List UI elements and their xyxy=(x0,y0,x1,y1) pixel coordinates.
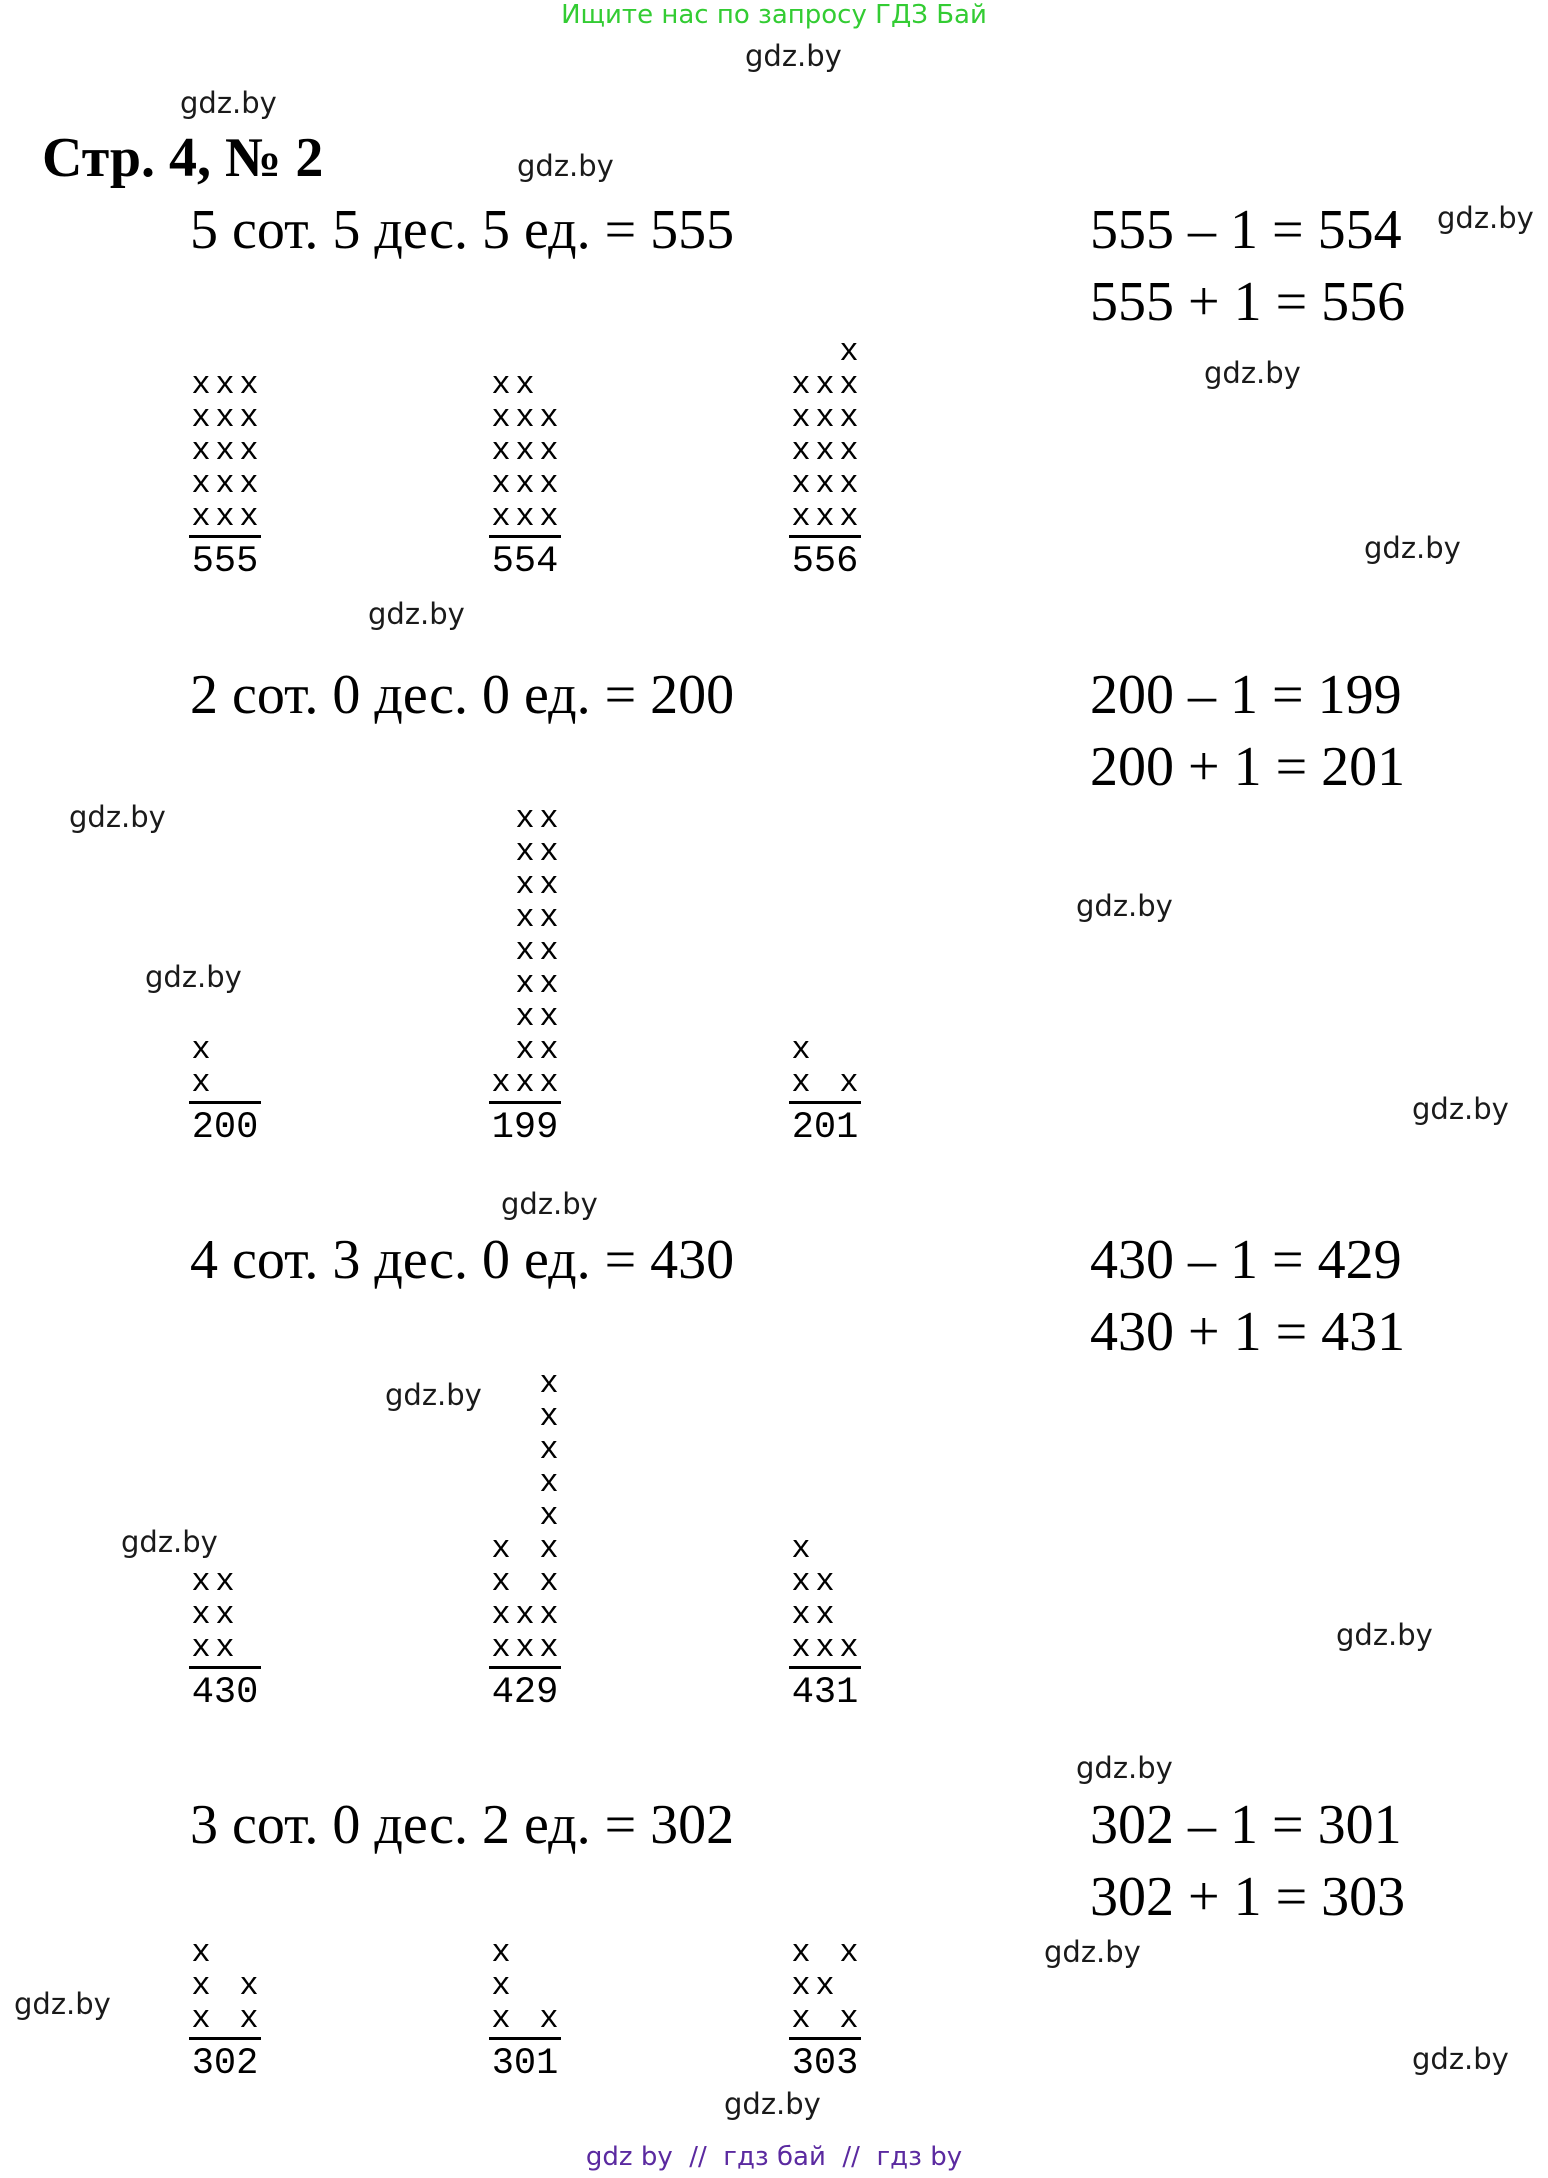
bead-row xyxy=(789,434,861,467)
bead-mark: x xyxy=(839,366,859,403)
diagram-baseline xyxy=(489,2037,561,2040)
bead-mark: x xyxy=(515,432,535,469)
bead-row xyxy=(789,500,861,533)
bead-row xyxy=(489,1631,561,1664)
bead-mark: x xyxy=(239,2000,259,2037)
bead-mark: x xyxy=(239,498,259,535)
bead-mark: x xyxy=(239,366,259,403)
bead-mark: x xyxy=(791,1064,811,1101)
bead-mark: x xyxy=(791,1530,811,1567)
bead-mark: x xyxy=(515,1064,535,1101)
bead-mark: x xyxy=(539,1596,559,1633)
bead-row xyxy=(489,1400,561,1433)
bead-mark: x xyxy=(191,498,211,535)
bead-mark: x xyxy=(515,965,535,1002)
bead-row xyxy=(489,467,561,500)
diagram-baseline xyxy=(789,535,861,538)
bead-mark: x xyxy=(515,899,535,936)
bead-row xyxy=(189,1033,261,1066)
bead-row xyxy=(489,1532,561,1565)
bead-row xyxy=(489,434,561,467)
bead-row xyxy=(789,1598,861,1631)
bead-mark: x xyxy=(239,465,259,502)
bead-diagram xyxy=(760,1532,890,1712)
watermark: gdz.by xyxy=(385,1378,482,1412)
watermark: gdz.by xyxy=(1044,1935,1141,1969)
bead-mark: x xyxy=(539,1629,559,1666)
watermark: gdz.by xyxy=(1204,356,1301,390)
bead-row xyxy=(489,1936,561,1969)
bead-mark: x xyxy=(191,2000,211,2037)
bead-mark: x xyxy=(191,1064,211,1101)
bead-mark: x xyxy=(491,366,511,403)
bead-mark: x xyxy=(815,1629,835,1666)
page-title: Стр. 4, № 2 xyxy=(42,127,324,189)
watermark: gdz.by xyxy=(180,86,277,120)
watermark: gdz.by xyxy=(1076,889,1173,923)
diagram-baseline xyxy=(189,1666,261,1669)
bead-row xyxy=(489,934,561,967)
bead-mark: x xyxy=(191,1934,211,1971)
bead-diagram xyxy=(460,1936,590,2083)
bead-row xyxy=(789,1969,861,2002)
bead-mark: x xyxy=(539,1431,559,1468)
bead-mark: x xyxy=(515,399,535,436)
bead-row xyxy=(789,335,861,368)
bead-mark: x xyxy=(491,1530,511,1567)
diagram-number-label: 200 xyxy=(191,1107,259,1149)
bead-mark: x xyxy=(239,432,259,469)
footer-links: gdz by // гдз бай // гдз by xyxy=(585,2142,963,2172)
bead-row xyxy=(489,802,561,835)
bead-mark: x xyxy=(191,465,211,502)
bead-mark: x xyxy=(491,1967,511,2004)
bead-mark: x xyxy=(815,1563,835,1600)
watermark: gdz.by xyxy=(1076,1751,1173,1785)
addition-equation-1: 555 + 1 = 556 xyxy=(1090,271,1406,333)
bead-mark: x xyxy=(515,932,535,969)
bead-mark: x xyxy=(791,1563,811,1600)
bead-mark: x xyxy=(539,2000,559,2037)
bead-row xyxy=(789,401,861,434)
bead-row xyxy=(489,868,561,901)
bead-mark: x xyxy=(539,965,559,1002)
bead-row xyxy=(189,467,261,500)
bead-mark: x xyxy=(491,498,511,535)
diagram-number-label: 556 xyxy=(791,541,859,583)
watermark: gdz.by xyxy=(745,39,842,73)
bead-mark: x xyxy=(791,498,811,535)
diagram-baseline xyxy=(189,2037,261,2040)
bead-row xyxy=(789,1565,861,1598)
bead-mark: x xyxy=(815,366,835,403)
bead-row xyxy=(189,368,261,401)
bead-mark: x xyxy=(815,498,835,535)
bead-row xyxy=(189,500,261,533)
bead-mark: x xyxy=(191,1563,211,1600)
bead-mark: x xyxy=(215,1629,235,1666)
bead-mark: x xyxy=(539,1563,559,1600)
diagram-number-label: 301 xyxy=(491,2043,559,2085)
watermark: gdz.by xyxy=(1364,531,1461,565)
watermark: gdz.by xyxy=(517,149,614,183)
diagram-baseline xyxy=(189,1101,261,1104)
bead-mark: x xyxy=(815,1596,835,1633)
addition-equation-3: 430 + 1 = 431 xyxy=(1090,1301,1406,1363)
watermark: gdz.by xyxy=(14,1987,111,2021)
bead-mark: x xyxy=(191,399,211,436)
bead-row xyxy=(789,1033,861,1066)
bead-mark: x xyxy=(791,1596,811,1633)
bead-mark: x xyxy=(839,1064,859,1101)
diagram-number-label: 199 xyxy=(491,1107,559,1149)
bead-mark: x xyxy=(539,866,559,903)
diagram-number-label: 555 xyxy=(191,541,259,583)
bead-diagram xyxy=(160,368,290,581)
bead-row xyxy=(489,1066,561,1099)
bead-mark: x xyxy=(839,498,859,535)
bead-mark: x xyxy=(491,1629,511,1666)
bead-mark: x xyxy=(839,465,859,502)
bead-diagram xyxy=(460,802,590,1147)
bead-row xyxy=(489,901,561,934)
bead-mark: x xyxy=(191,1629,211,1666)
watermark: gdz.by xyxy=(69,800,166,834)
bead-mark: x xyxy=(515,1031,535,1068)
bead-mark: x xyxy=(515,833,535,870)
bead-row xyxy=(489,368,561,401)
diagram-number-label: 431 xyxy=(791,1672,859,1714)
bead-row xyxy=(189,1598,261,1631)
watermark: gdz.by xyxy=(1412,2042,1509,2076)
bead-row xyxy=(789,2002,861,2035)
bead-diagram xyxy=(460,368,590,581)
bead-mark: x xyxy=(215,465,235,502)
bead-row xyxy=(189,401,261,434)
bead-mark: x xyxy=(539,1497,559,1534)
bead-mark: x xyxy=(215,1596,235,1633)
watermark: gdz.by xyxy=(1336,1618,1433,1652)
promo-banner: Ищите нас по запросу ГДЗ Бай xyxy=(561,0,987,30)
bead-row xyxy=(189,1936,261,1969)
bead-mark: x xyxy=(191,432,211,469)
diagram-baseline xyxy=(789,1101,861,1104)
bead-mark: x xyxy=(515,866,535,903)
bead-mark: x xyxy=(239,399,259,436)
diagram-number-label: 429 xyxy=(491,1672,559,1714)
watermark: gdz.by xyxy=(501,1187,598,1221)
bead-row xyxy=(189,1631,261,1664)
subtraction-equation-2: 200 – 1 = 199 xyxy=(1090,664,1402,726)
bead-mark: x xyxy=(515,800,535,837)
bead-row xyxy=(789,368,861,401)
diagram-number-label: 201 xyxy=(791,1107,859,1149)
bead-row xyxy=(489,1367,561,1400)
bead-mark: x xyxy=(539,1464,559,1501)
watermark: gdz.by xyxy=(145,960,242,994)
bead-row xyxy=(489,1433,561,1466)
bead-row xyxy=(489,1499,561,1532)
addition-equation-4: 302 + 1 = 303 xyxy=(1090,1866,1406,1928)
bead-mark: x xyxy=(539,932,559,969)
bead-row xyxy=(489,1969,561,2002)
bead-mark: x xyxy=(539,432,559,469)
diagram-baseline xyxy=(789,2037,861,2040)
bead-diagram xyxy=(160,1936,290,2083)
diagram-baseline xyxy=(189,535,261,538)
bead-row xyxy=(489,1466,561,1499)
bead-mark: x xyxy=(791,399,811,436)
bead-mark: x xyxy=(791,366,811,403)
bead-mark: x xyxy=(491,1563,511,1600)
bead-mark: x xyxy=(791,1031,811,1068)
diagram-number-label: 554 xyxy=(491,541,559,583)
bead-diagram xyxy=(760,335,890,581)
bead-mark: x xyxy=(839,2000,859,2037)
bead-diagram xyxy=(760,1936,890,2083)
bead-mark: x xyxy=(191,1967,211,2004)
bead-mark: x xyxy=(539,1398,559,1435)
addition-equation-2: 200 + 1 = 201 xyxy=(1090,736,1406,798)
bead-mark: x xyxy=(839,432,859,469)
bead-row xyxy=(489,1000,561,1033)
bead-diagram xyxy=(760,1033,890,1147)
bead-row xyxy=(789,467,861,500)
bead-row xyxy=(489,967,561,1000)
diagram-number-label: 303 xyxy=(791,2043,859,2085)
bead-row xyxy=(489,1598,561,1631)
bead-mark: x xyxy=(539,1031,559,1068)
bead-row xyxy=(489,1033,561,1066)
bead-row xyxy=(489,2002,561,2035)
place-value-statement-4: 3 сот. 0 дес. 2 ед. = 302 xyxy=(190,1794,735,1856)
bead-mark: x xyxy=(539,899,559,936)
bead-mark: x xyxy=(491,1934,511,1971)
bead-mark: x xyxy=(539,800,559,837)
bead-mark: x xyxy=(539,1530,559,1567)
bead-mark: x xyxy=(539,833,559,870)
bead-mark: x xyxy=(791,1629,811,1666)
bead-mark: x xyxy=(539,399,559,436)
place-value-statement-1: 5 сот. 5 дес. 5 ед. = 555 xyxy=(190,199,735,261)
bead-mark: x xyxy=(815,432,835,469)
bead-mark: x xyxy=(491,465,511,502)
bead-mark: x xyxy=(191,366,211,403)
bead-row xyxy=(189,1066,261,1099)
bead-mark: x xyxy=(815,1967,835,2004)
bead-row xyxy=(189,2002,261,2035)
bead-mark: x xyxy=(791,1967,811,2004)
subtraction-equation-4: 302 – 1 = 301 xyxy=(1090,1794,1402,1856)
bead-mark: x xyxy=(215,366,235,403)
bead-row xyxy=(489,1565,561,1598)
bead-mark: x xyxy=(791,432,811,469)
bead-mark: x xyxy=(815,465,835,502)
bead-mark: x xyxy=(239,1967,259,2004)
bead-mark: x xyxy=(491,1596,511,1633)
diagram-number-label: 302 xyxy=(191,2043,259,2085)
bead-row xyxy=(789,1936,861,1969)
bead-mark: x xyxy=(491,2000,511,2037)
bead-mark: x xyxy=(191,1031,211,1068)
bead-mark: x xyxy=(839,399,859,436)
watermark: gdz.by xyxy=(1412,1092,1509,1126)
bead-mark: x xyxy=(491,399,511,436)
bead-mark: x xyxy=(515,465,535,502)
watermark: gdz.by xyxy=(724,2087,821,2121)
bead-diagram xyxy=(160,1033,290,1147)
bead-row xyxy=(489,835,561,868)
bead-mark: x xyxy=(491,432,511,469)
bead-mark: x xyxy=(539,498,559,535)
diagram-number-label: 430 xyxy=(191,1672,259,1714)
bead-row xyxy=(189,1969,261,2002)
bead-mark: x xyxy=(839,1934,859,1971)
bead-mark: x xyxy=(539,1365,559,1402)
bead-mark: x xyxy=(815,399,835,436)
bead-mark: x xyxy=(839,333,859,370)
bead-mark: x xyxy=(215,399,235,436)
bead-mark: x xyxy=(791,1934,811,1971)
diagram-baseline xyxy=(489,1101,561,1104)
bead-mark: x xyxy=(491,1064,511,1101)
bead-row xyxy=(789,1631,861,1664)
place-value-statement-3: 4 сот. 3 дес. 0 ед. = 430 xyxy=(190,1229,735,1291)
bead-row xyxy=(789,1066,861,1099)
bead-row xyxy=(489,500,561,533)
bead-mark: x xyxy=(515,366,535,403)
bead-mark: x xyxy=(215,498,235,535)
diagram-baseline xyxy=(489,1666,561,1669)
bead-mark: x xyxy=(791,2000,811,2037)
watermark: gdz.by xyxy=(121,1525,218,1559)
bead-mark: x xyxy=(215,1563,235,1600)
bead-row xyxy=(189,1565,261,1598)
bead-mark: x xyxy=(539,1064,559,1101)
bead-mark: x xyxy=(515,1596,535,1633)
bead-mark: x xyxy=(191,1596,211,1633)
watermark: gdz.by xyxy=(1437,201,1534,235)
bead-row xyxy=(789,1532,861,1565)
bead-mark: x xyxy=(539,998,559,1035)
bead-mark: x xyxy=(839,1629,859,1666)
watermark: gdz.by xyxy=(368,597,465,631)
bead-row xyxy=(489,401,561,434)
bead-mark: x xyxy=(515,998,535,1035)
bead-diagram xyxy=(160,1565,290,1712)
bead-mark: x xyxy=(215,432,235,469)
bead-mark: x xyxy=(515,1629,535,1666)
diagram-baseline xyxy=(489,535,561,538)
place-value-statement-2: 2 сот. 0 дес. 0 ед. = 200 xyxy=(190,664,735,726)
bead-row xyxy=(189,434,261,467)
bead-mark: x xyxy=(539,465,559,502)
subtraction-equation-1: 555 – 1 = 554 xyxy=(1090,199,1402,261)
bead-mark: x xyxy=(791,465,811,502)
diagram-baseline xyxy=(789,1666,861,1669)
bead-diagram xyxy=(460,1367,590,1712)
subtraction-equation-3: 430 – 1 = 429 xyxy=(1090,1229,1402,1291)
bead-mark: x xyxy=(515,498,535,535)
